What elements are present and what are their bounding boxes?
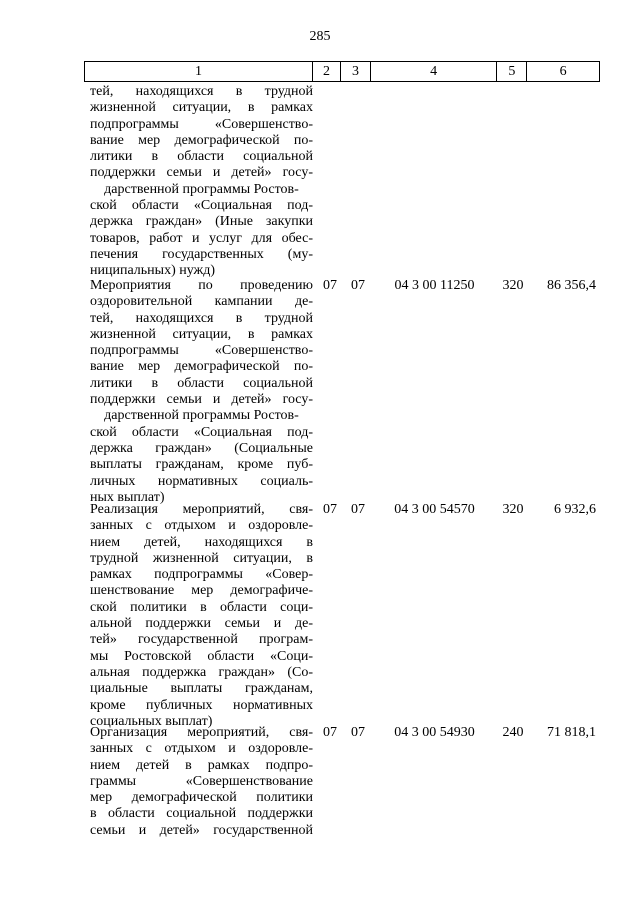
cell-subsection: 07 [351,725,365,740]
desc-line: мы Ростовской области «Соци- [90,648,313,664]
cell-section: 07 [323,502,337,517]
page-number: 285 [309,29,331,44]
cell-section: 07 [323,725,337,740]
desc-line: личных нормативных социаль- [90,473,313,489]
desc-line: литики в области социальной [90,149,313,165]
desc-line: кроме публичных нормативных [90,697,313,713]
desc-line: выплаты гражданам, кроме пуб- [90,457,313,473]
desc-line: подпрограммы «Совершенство- [90,116,313,132]
header-col-6: 6 [559,63,567,79]
desc-line: занных с отдыхом и оздоровле- [90,741,313,757]
desc-line: товаров, работ и услуг для обес- [90,230,313,246]
desc-line: мер демографической политики [90,790,313,806]
cell-amount: 6 932,6 [554,502,596,517]
desc-line: Организация мероприятий, свя- [90,725,313,740]
cell-expense-type [498,84,528,280]
desc-line: держка граждан» (Иные закупки [90,214,313,230]
desc-line: тей, находящихся в трудной [90,84,313,99]
cell-target-article: 04 3 00 54930 [394,725,475,740]
desc-line: Реализация мероприятий, свя- [90,502,313,517]
header-col-2: 2 [313,62,341,81]
cell-target-article: 04 3 00 54570 [394,502,475,517]
desc-line: социальных выплат) [90,713,213,729]
table-row [84,502,600,730]
desc-line: шенствование мер демографиче- [90,583,313,599]
desc-line: нием детей в рамках подпро- [90,757,313,773]
desc-line: нием детей, находящихся в [90,534,313,550]
header-col-4: 4 [371,62,498,81]
desc-line: литики в области социальной [90,375,313,391]
cell-expense-type: 240 [502,725,524,740]
desc-line: дарственной программы Ростов- [104,181,299,197]
desc-line: жизненной ситуации, в рамках [90,100,313,116]
desc-line: альная поддержка граждан» (Со- [90,664,313,680]
desc-line: трудной жизненной ситуации, в [90,550,313,566]
desc-line: ниципальных) нужд) [90,263,215,279]
desc-line: поддержки семьи и детей» госу- [90,165,313,181]
cell-expense-type: 320 [502,278,524,293]
table-header [84,61,600,82]
desc-line: поддержки семьи и детей» госу- [90,392,313,408]
cell-amount: 86 356,4 [547,278,596,293]
row-description [84,278,313,506]
desc-line: подпрограммы «Совершенство- [90,343,313,359]
table-row [84,84,600,280]
desc-line: дарственной программы Ростов- [104,408,299,424]
desc-line: держка граждан» (Социальные [90,440,313,456]
desc-line: граммы «Совершенствование [90,773,313,789]
desc-line: ской области «Социальная под- [90,198,313,214]
desc-line: жизненной ситуации, в рамках [90,326,313,342]
desc-line: ных выплат) [90,489,165,505]
row-description [84,502,313,730]
cell-amount: 71 818,1 [547,725,596,740]
row-description [84,84,313,280]
desc-line: печения государственных (му- [90,246,313,262]
desc-line: рамках подпрограммы «Совер- [90,567,313,583]
table-row [84,278,600,506]
desc-line: вание мер демографической по- [90,359,313,375]
desc-line: тей» государственной програм- [90,632,313,648]
header-col-5: 5 [497,62,527,81]
cell-section [313,84,341,280]
cell-subsection [341,84,371,280]
header-col-1: 1 [85,62,313,81]
table-row [84,725,600,839]
desc-line: в области социальной поддержки [90,806,313,822]
cell-section: 07 [323,278,337,293]
desc-line: ской политики в области соци- [90,599,313,615]
desc-line: ской области «Социальная под- [90,424,313,440]
cell-target-article: 04 3 00 11250 [394,278,475,293]
desc-line: Мероприятия по проведению [90,278,313,293]
desc-line: занных с отдыхом и оздоровле- [90,518,313,534]
cell-amount [528,84,600,280]
header-col-3: 3 [341,62,371,81]
desc-line: циальные выплаты гражданам, [90,681,313,697]
desc-line: семьи и детей» государственной [90,822,313,838]
cell-subsection: 07 [351,278,365,293]
desc-line: оздоровительной кампании де- [90,294,313,310]
cell-target-article [371,84,498,280]
desc-line: альной поддержки семьи и де- [90,616,313,632]
cell-expense-type: 320 [502,502,524,517]
desc-line: тей, находящихся в трудной [90,310,313,326]
desc-line: вание мер демографической по- [90,132,313,148]
row-description [84,725,313,839]
cell-subsection: 07 [351,502,365,517]
